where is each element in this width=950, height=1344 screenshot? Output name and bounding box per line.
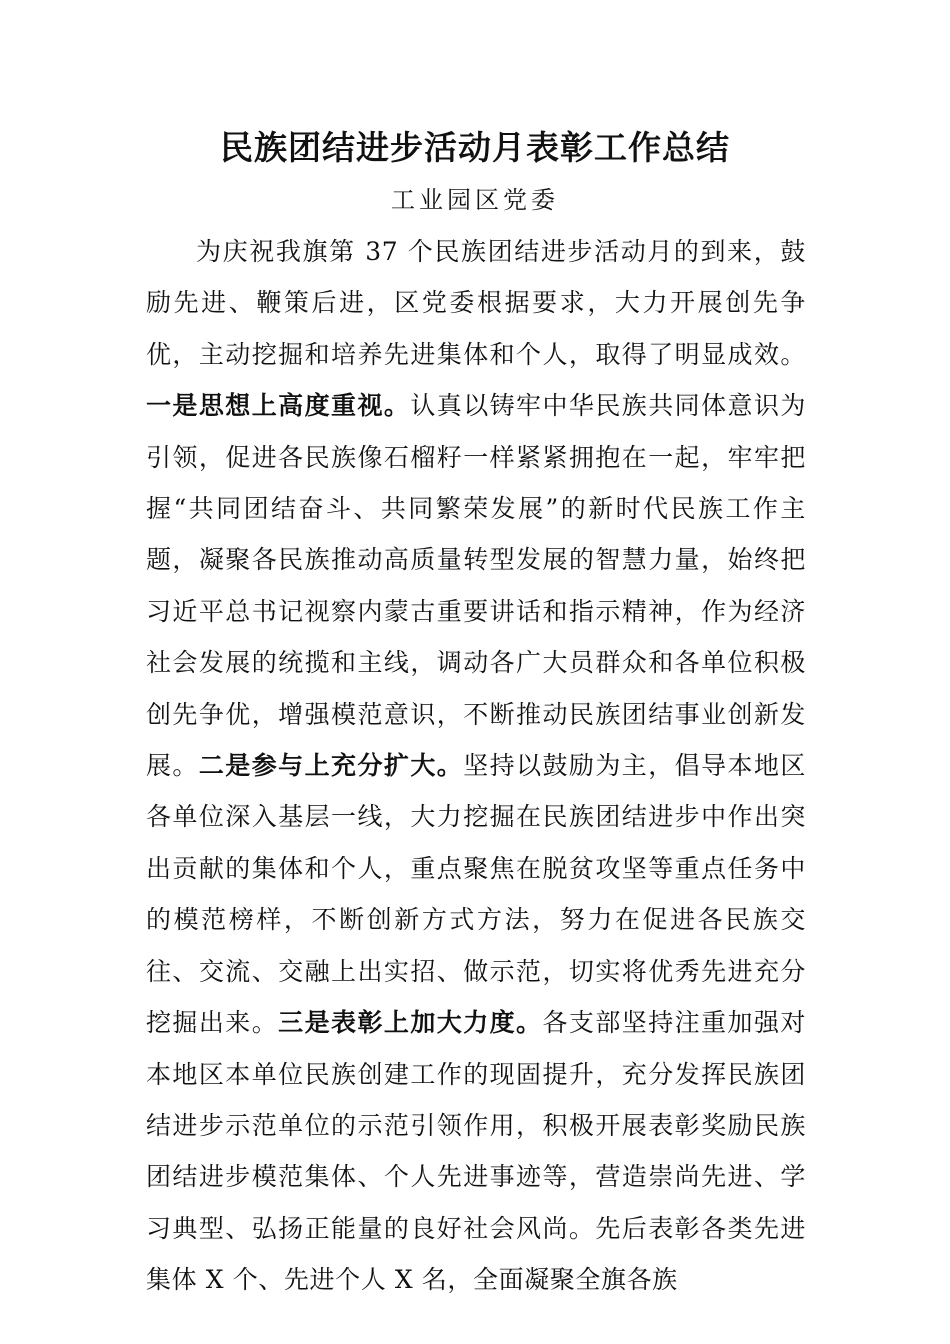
point-heading-2: 二是参与上充分扩大。 [198, 751, 464, 781]
point-heading-3: 三是表彰上加大力度。 [278, 1008, 543, 1038]
body-text-point-1: 认真以铸牢中华民族共同体意识为引领，促进各民族像石榴籽一样紧紧拥抱在一起，牢牢把握“共同团结奋斗、共同繁荣发展”的新时代民族工作主题，凝聚各民族推动高质量转型发展的智慧力量，始终把习近平总书记视察内蒙古重要讲话和指示精神，作为经济社会发展的统揽和主线，调动各广大员群众和各单位积极创先争优，增强模范意识，不断推动民族团结事业创新发展。 [146, 391, 806, 781]
point-heading-1: 一是思想上高度重视。 [146, 391, 411, 421]
body-text-intro: 为庆祝我旗第 37 个民族团结进步活动月的到来，鼓励先进、鞭策后进，区党委根据要求，大力开展创先争优，主动挖掘和培养先进集体和个人，取得了明显成效。 [146, 237, 806, 369]
document-title: 民族团结进步活动月表彰工作总结 [220, 128, 730, 167]
body-text-point-3: 各支部坚持注重加强对本地区本单位民族创建工作的现固提升，充分发挥民族团结进步示范单位的示范引领作用，积极开展表彰奖励民族团结进步模范集体、个人先进事迹等，营造崇尚先进、学习典型、弘扬正能量的良好社会风尚。先后表彰各类先进集体 X 个、先进个人 X 名，全面凝聚全旗各族 [146, 1008, 806, 1295]
document-author: 工业园区党委 [391, 186, 559, 214]
body-text-point-2: 坚持以鼓励为主，倡导本地区各单位深入基层一线，大力挖掘在民族团结进步中作出突出贡献的集体和个人，重点聚焦在脱贫攻坚等重点任务中的模范榜样，不断创新方式方法，努力在促进各民族交往、交流、交融上出实招、做示范，切实将优秀先进充分挖掘出来。 [146, 751, 806, 1038]
body-paragraph [146, 226, 806, 1306]
